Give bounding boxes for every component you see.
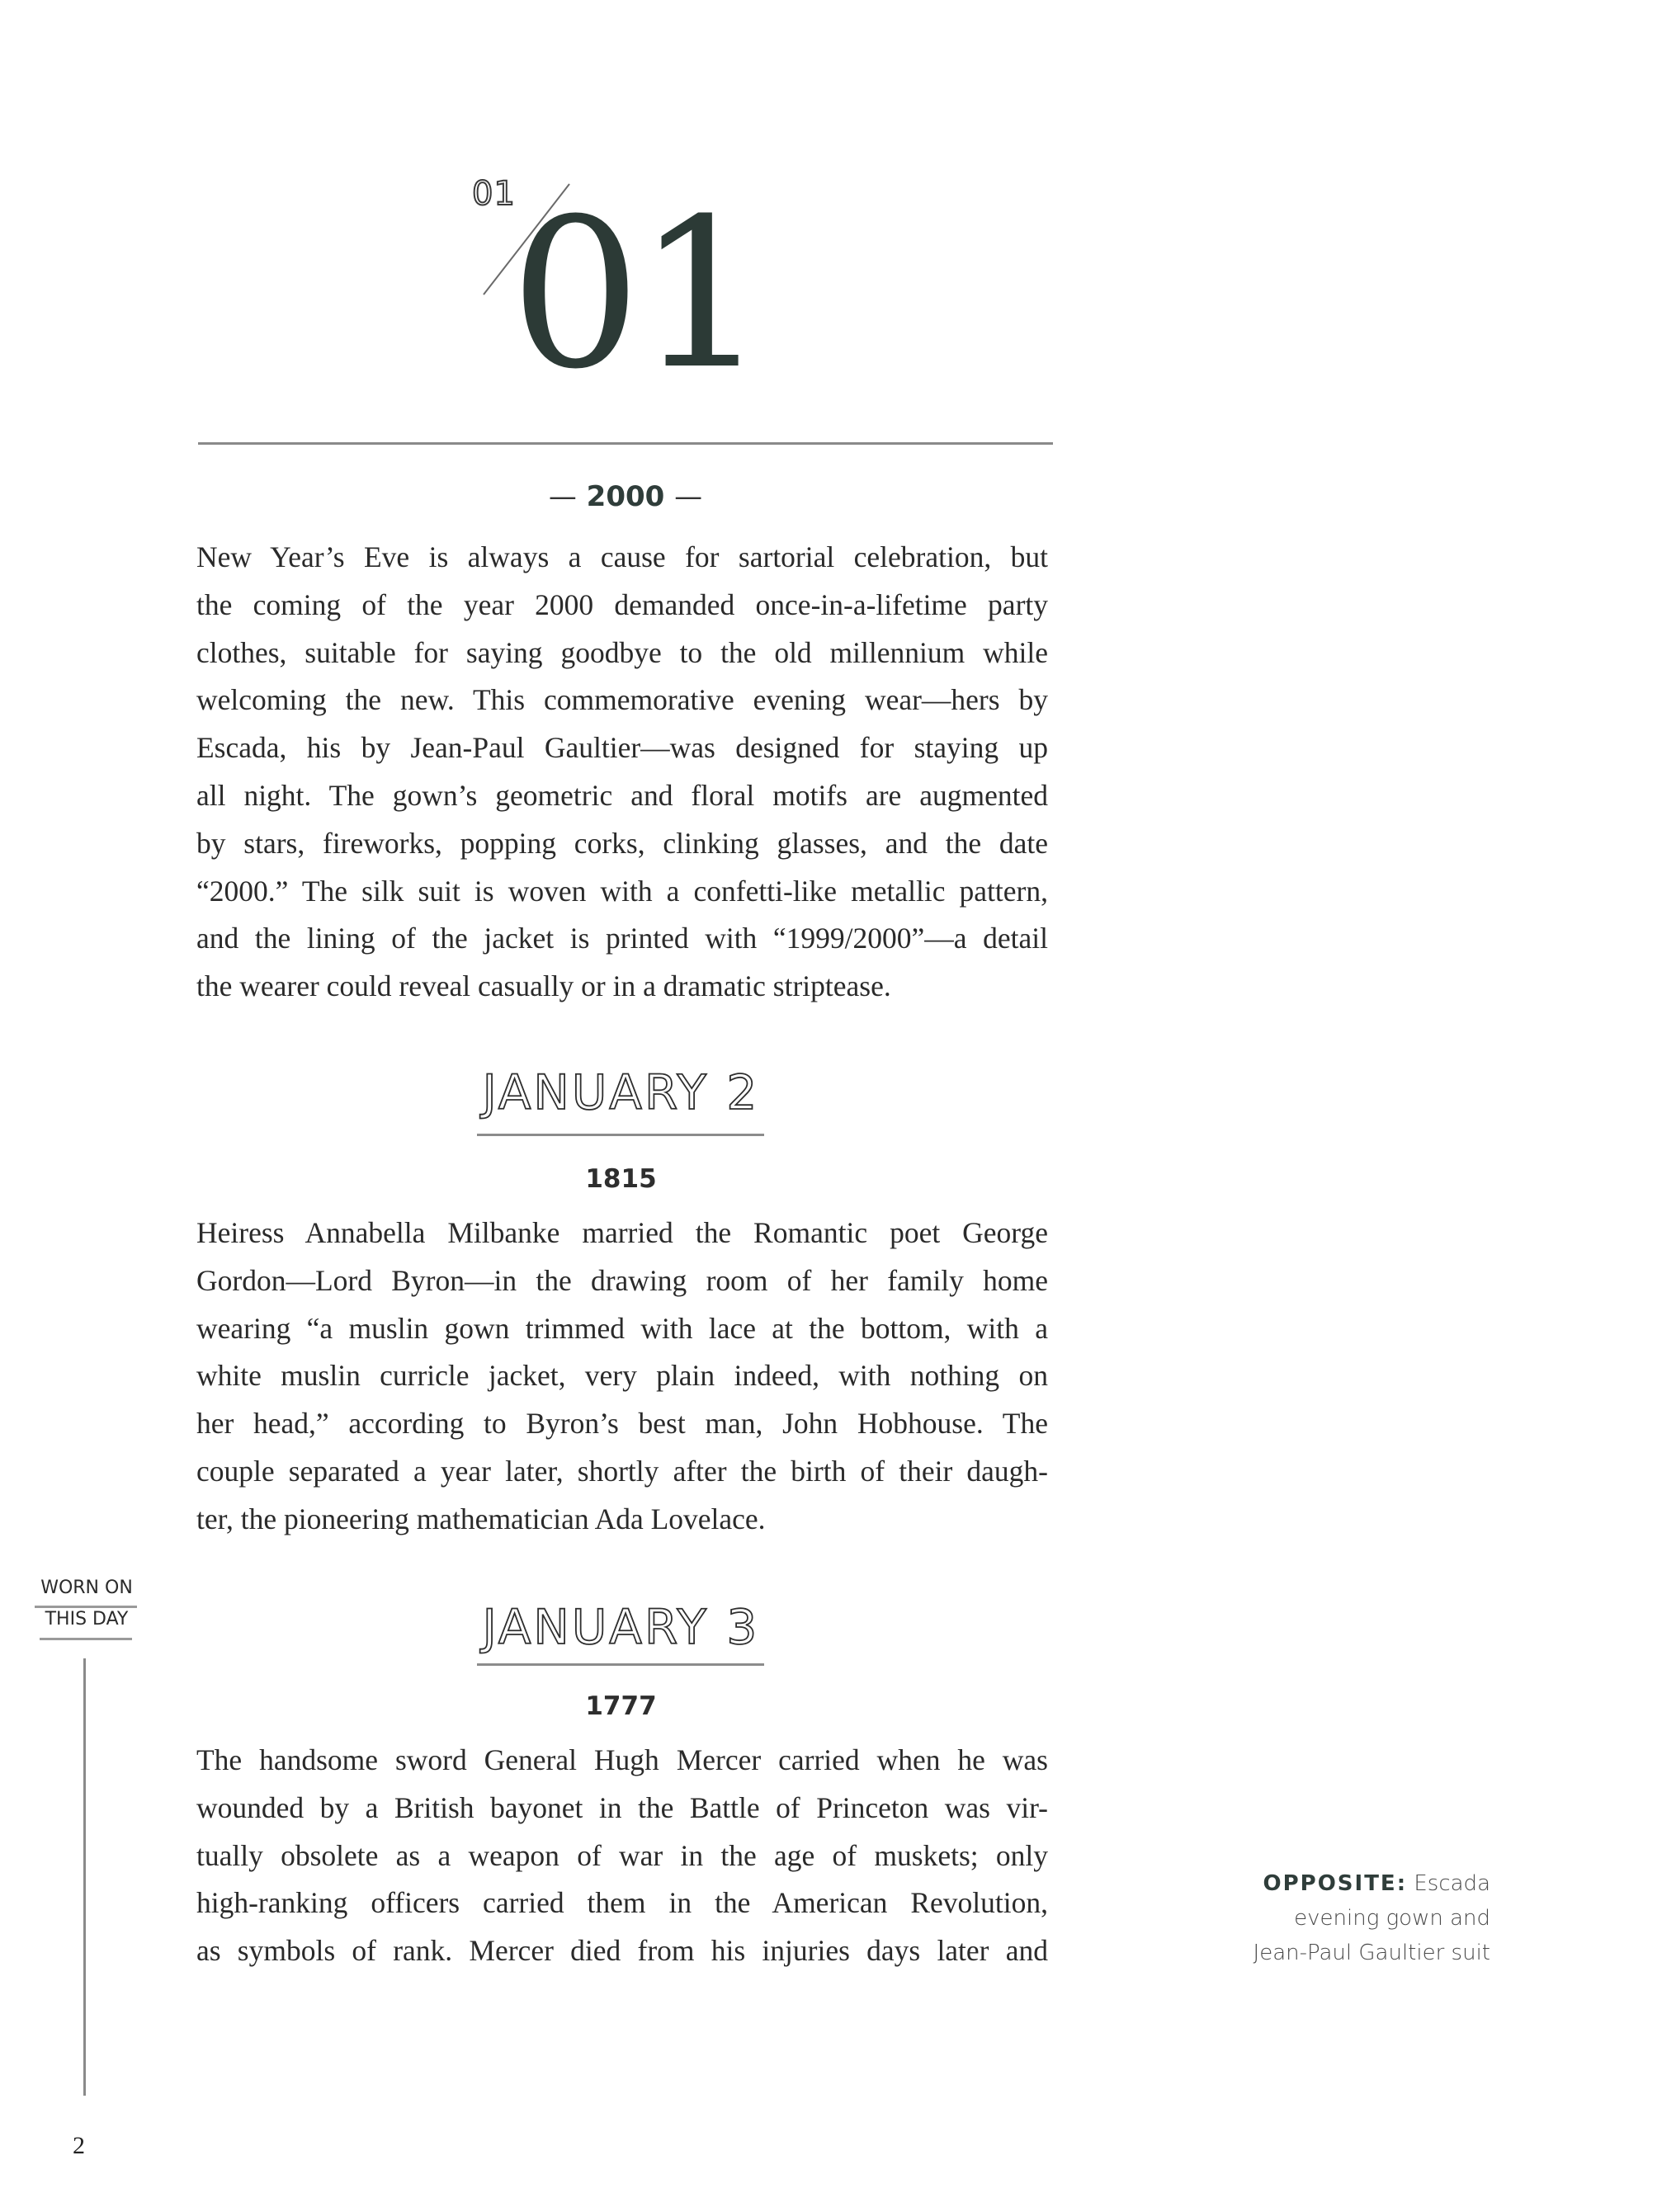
entry-paragraph-2000 xyxy=(196,534,1048,1011)
text-line: as symbols of rank. Mercer died from his injuries days later and xyxy=(196,1934,1048,1968)
sidebar-label-line1: WORN ON xyxy=(40,1578,133,1598)
sidebar-vertical-line xyxy=(83,1658,86,2096)
text-line: couple separated a year later, shortly after the birth of their daugh- xyxy=(196,1454,1048,1488)
dash-left: — xyxy=(548,480,577,513)
date-heading-rule xyxy=(477,1663,764,1666)
sidebar-rule-2 xyxy=(40,1638,132,1640)
top-rule xyxy=(198,442,1053,445)
chapter-big-number: 01 xyxy=(510,174,763,414)
sidebar-rule-1 xyxy=(35,1606,137,1608)
text-line: clothes, suitable for saying goodbye to the old millennium while xyxy=(196,635,1048,669)
chapter-small-number: 01 xyxy=(472,175,516,213)
entry-year-2000 xyxy=(198,480,1053,513)
caption-line-3: Jean-Paul Gaultier suit xyxy=(1253,1941,1490,1965)
text-line: Gordon—Lord Byron—in the drawing room of her family home xyxy=(196,1263,1048,1297)
text-line: wearing “a muslin gown trimmed with lace at the bottom, with a xyxy=(196,1311,1048,1345)
caption-line-1 xyxy=(1188,1866,1490,1901)
text-line: white muslin curricle jacket, very plain indeed, with nothing on xyxy=(196,1359,1048,1393)
sidebar-label-line2: THIS DAY xyxy=(45,1609,129,1630)
entry-year-1777: 1777 xyxy=(585,1691,657,1721)
date-heading-rule xyxy=(477,1134,764,1136)
caption-line-2: evening gown and xyxy=(1294,1906,1490,1931)
text-line: wounded by a British bayonet in the Battle of Princeton was vir- xyxy=(196,1790,1048,1824)
text-line: the wearer could reveal casually or in a dramatic striptease. xyxy=(196,969,891,1003)
text-line: her head,” according to Byron’s best man, John Hobhouse. The xyxy=(196,1407,1048,1441)
text-line: Escada, his by Jean-Paul Gaultier—was designed for staying up xyxy=(196,731,1048,765)
text-line: “2000.” The silk suit is woven with a confetti-like metallic pattern, xyxy=(196,874,1048,908)
caption-lead: OPPOSITE: xyxy=(1263,1871,1408,1896)
text-line: The handsome sword General Hugh Mercer carried when he was xyxy=(196,1743,1048,1776)
text-line: New Year’s Eve is always a cause for sartorial celebration, but xyxy=(196,540,1048,573)
text-line: welcoming the new. This commemorative evening wear—hers by xyxy=(196,683,1048,717)
text-line: by stars, fireworks, popping corks, clinking glasses, and the date xyxy=(196,826,1048,860)
text-line: ter, the pioneering mathematician Ada Lovelace. xyxy=(196,1502,766,1535)
entry-year-1815: 1815 xyxy=(585,1164,657,1194)
year-label: 2000 xyxy=(586,480,665,513)
text-line: Heiress Annabella Milbanke married the Romantic poet George xyxy=(196,1216,1048,1249)
dash-right: — xyxy=(674,480,703,513)
entry-paragraph-1777 xyxy=(196,1737,1048,1975)
date-heading-january-3: JANUARY 3 xyxy=(482,1599,760,1655)
text-line: and the lining of the jacket is printed with “1999/2000”—a detail xyxy=(196,922,1048,955)
text-line: all night. The gown’s geometric and floral motifs are augmented xyxy=(196,778,1048,812)
text-line: tually obsolete as a weapon of war in the age of muskets; only xyxy=(196,1838,1048,1872)
text-line: high-ranking officers carried them in the American Revolution, xyxy=(196,1886,1048,1920)
entry-paragraph-1815 xyxy=(196,1210,1048,1544)
text-line: the coming of the year 2000 demanded once-in-a-lifetime party xyxy=(196,587,1048,621)
page-number: 2 xyxy=(73,2132,85,2159)
caption-text-1: Escada xyxy=(1414,1871,1490,1896)
date-heading-january-2: JANUARY 2 xyxy=(482,1064,760,1120)
photo-caption xyxy=(1188,1866,1490,1970)
